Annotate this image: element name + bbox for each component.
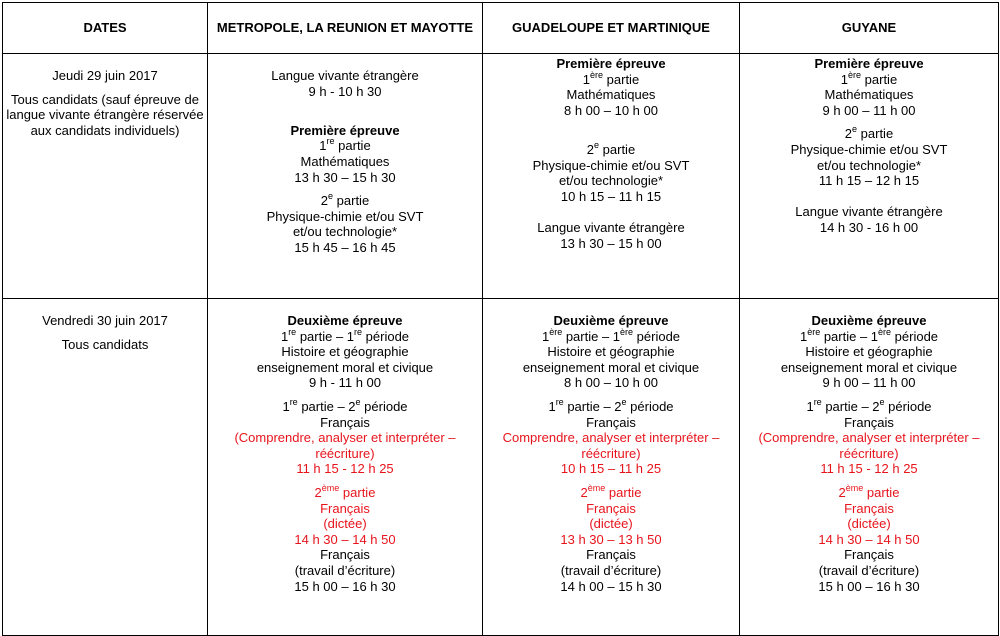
part-label: 2e partie — [586, 139, 636, 157]
part-label: 1ère partie — [582, 69, 640, 87]
writing-label: (travail d’écriture) — [560, 562, 662, 578]
subject-science: Physique-chimie et/ou SVT — [266, 208, 424, 224]
science-time: 10 h 15 – 11 h 15 — [560, 188, 662, 204]
part-period-label: 1re partie – 2e période — [282, 396, 408, 414]
metropole-cell — [208, 54, 483, 299]
writing-label: (travail d’écriture) — [294, 562, 396, 578]
guyane-cell — [740, 54, 999, 299]
subject-french-writing: Français — [320, 547, 370, 563]
lv-label: Langue vivante étrangère — [795, 204, 943, 220]
epreuve-title: Deuxième épreuve — [287, 313, 403, 328]
writing-time: 15 h 00 – 16 h 30 — [294, 578, 396, 594]
subject-french-writing: Français — [586, 547, 636, 563]
dictee-time: 14 h 30 – 14 h 50 — [294, 531, 396, 547]
dictee-label: (dictée) — [323, 516, 367, 532]
candidates-text: Tous candidats (sauf épreuve de langue vivante étrangère réservée aux candidats individuels) — [6, 91, 204, 138]
subject-science: Physique-chimie et/ou SVT — [532, 157, 690, 173]
subject-science-2: et/ou technologie* — [558, 173, 664, 189]
comprehension-time: 11 h 15 - 12 h 25 — [296, 461, 394, 477]
writing-time: 15 h 00 – 16 h 30 — [818, 578, 920, 594]
subject-science-2: et/ou technologie* — [292, 224, 398, 240]
science-time: 15 h 45 – 16 h 45 — [294, 239, 396, 255]
math-time: 13 h 30 – 15 h 30 — [294, 169, 396, 185]
subject-french-dictee: Français — [320, 500, 370, 516]
subject-math: Mathématiques — [824, 87, 914, 103]
comprehension-label-2: réécriture) — [581, 445, 641, 461]
part-label: 2ème partie — [838, 482, 900, 500]
dictee-time: 14 h 30 – 14 h 50 — [818, 531, 920, 547]
part-period-label: 1re partie – 2e période — [548, 396, 674, 414]
part-label: 2e partie — [844, 124, 894, 142]
part-period-label: 1ère partie – 1ère période — [541, 326, 681, 344]
part-period-label: 1re partie – 2e période — [806, 396, 932, 414]
comprehension-label: (Comprendre, analyser et interpréter – — [758, 430, 980, 446]
dictee-time: 13 h 30 – 13 h 50 — [560, 531, 662, 547]
comprehension-time: 10 h 15 – 11 h 25 — [560, 461, 662, 477]
subject-emc: enseignement moral et civique — [256, 359, 434, 375]
subject-emc: enseignement moral et civique — [780, 359, 958, 375]
subject-history: Histoire et géographie — [281, 344, 409, 360]
header-guyane: GUYANE — [740, 3, 999, 54]
header-guadeloupe: GUADELOUPE ET MARTINIQUE — [483, 3, 740, 54]
math-time: 9 h 00 – 11 h 00 — [822, 102, 916, 118]
writing-label: (travail d’écriture) — [818, 562, 920, 578]
subject-french-dictee: Français — [844, 500, 894, 516]
dictee-label: (dictée) — [847, 516, 891, 532]
subject-history: Histoire et géographie — [805, 344, 933, 360]
header-row — [3, 3, 999, 54]
part-period-label: 1ère partie – 1ère période — [799, 326, 939, 344]
comprehension-label-2: réécriture) — [839, 445, 899, 461]
candidates-text: Tous candidats — [61, 336, 149, 352]
epreuve-title: Première épreuve — [556, 56, 666, 71]
header-metropole: METROPOLE, LA REUNION ET MAYOTTE — [208, 3, 483, 54]
epreuve-title: Deuxième épreuve — [553, 313, 669, 328]
comprehension-label-2: réécriture) — [315, 445, 375, 461]
date-cell — [3, 54, 208, 299]
subject-french: Français — [320, 414, 370, 430]
subject-science-2: et/ou technologie* — [816, 157, 922, 173]
part-label: 2ème partie — [314, 482, 376, 500]
subject-french-dictee: Français — [586, 500, 636, 516]
part-label: 2ème partie — [580, 482, 642, 500]
comprehension-label: Comprendre, analyser et interpréter – — [502, 430, 720, 446]
comprehension-label: (Comprendre, analyser et interpréter – — [234, 430, 456, 446]
part-label: 2e partie — [320, 191, 370, 209]
lv-label: Langue vivante étrangère — [537, 219, 685, 235]
subject-math: Mathématiques — [566, 87, 656, 103]
writing-time: 14 h 00 – 15 h 30 — [560, 578, 662, 594]
subject-math: Mathématiques — [300, 153, 390, 169]
metropole-cell — [208, 299, 483, 636]
epreuve-title: Deuxième épreuve — [811, 313, 927, 328]
epreuve-title: Première épreuve — [814, 56, 924, 71]
date-cell — [3, 299, 208, 636]
subject-science: Physique-chimie et/ou SVT — [790, 141, 948, 157]
subject-history: Histoire et géographie — [547, 344, 675, 360]
math-time: 8 h 00 – 10 h 00 — [564, 102, 658, 118]
part-label: 1re partie — [319, 136, 371, 154]
guadeloupe-cell — [483, 299, 740, 636]
history-time: 9 h 00 – 11 h 00 — [822, 375, 916, 391]
header-dates: DATES — [3, 3, 208, 54]
date-text: Jeudi 29 juin 2017 — [52, 68, 158, 83]
lv-time: 14 h 30 - 16 h 00 — [819, 219, 919, 235]
date-text: Vendredi 30 juin 2017 — [42, 313, 168, 328]
exam-schedule-table — [2, 2, 999, 636]
science-time: 11 h 15 – 12 h 15 — [818, 173, 920, 189]
part-period-label: 1re partie – 1re période — [280, 326, 410, 344]
subject-french: Français — [586, 414, 636, 430]
part-label: 1ère partie — [840, 69, 898, 87]
lv-time: 9 h - 10 h 30 — [308, 83, 382, 99]
schedule-row-jeudi — [3, 54, 999, 299]
epreuve-title: Première épreuve — [290, 122, 400, 138]
subject-french: Français — [844, 414, 894, 430]
subject-emc: enseignement moral et civique — [522, 359, 700, 375]
lv-time: 13 h 30 – 15 h 00 — [560, 235, 662, 251]
subject-french-writing: Français — [844, 547, 894, 563]
guyane-cell — [740, 299, 999, 636]
comprehension-time: 11 h 15 - 12 h 25 — [820, 461, 918, 477]
guadeloupe-cell — [483, 54, 740, 299]
history-time: 9 h - 11 h 00 — [308, 375, 382, 391]
dictee-label: (dictée) — [589, 516, 633, 532]
lv-label: Langue vivante étrangère — [271, 68, 419, 83]
schedule-row-vendredi — [3, 299, 999, 636]
history-time: 8 h 00 – 10 h 00 — [564, 375, 658, 391]
